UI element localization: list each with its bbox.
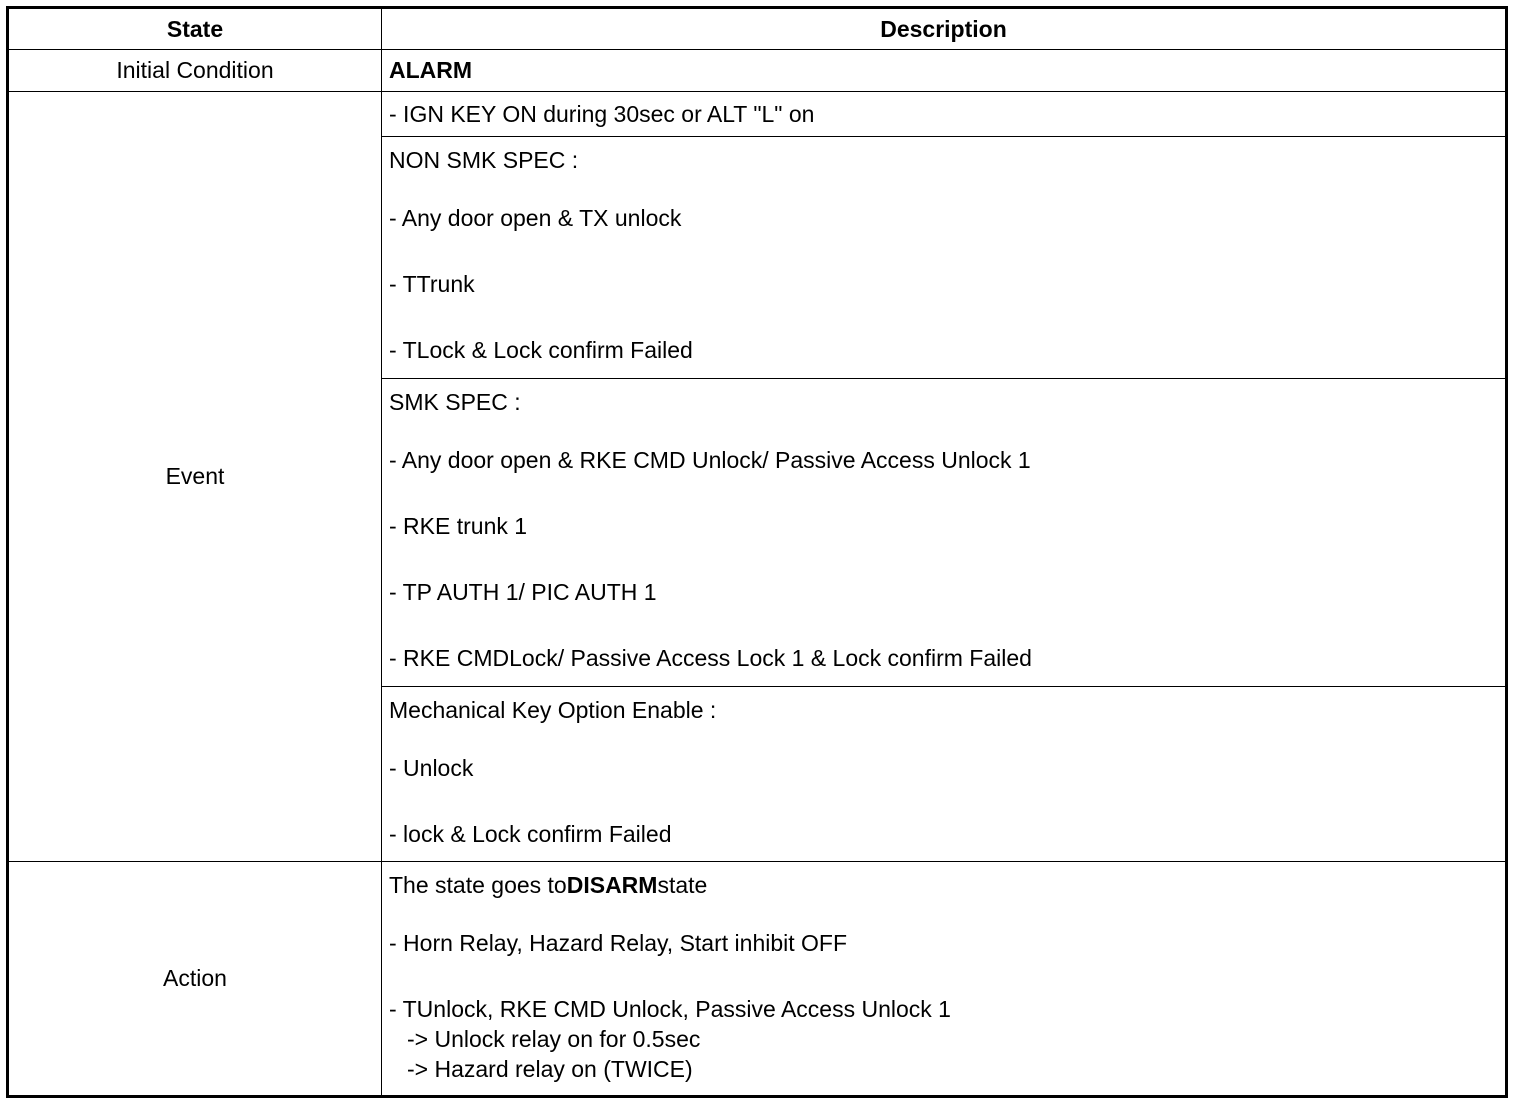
action-cell: [382, 862, 1507, 1097]
action-suffix: state: [657, 872, 708, 898]
action-title: [389, 872, 1505, 898]
smk-item: - RKE CMDLock/ Passive Access Lock 1 & Lock confirm Failed: [389, 645, 1032, 671]
non-smk-title: NON SMK SPEC :: [389, 147, 579, 173]
non-smk-item: - TLock & Lock confirm Failed: [389, 337, 693, 363]
non-smk-item: - Any door open & TX unlock: [389, 205, 682, 231]
smk-cell: [382, 379, 1507, 687]
action-sub-item: -> Hazard relay on (TWICE): [407, 1056, 693, 1082]
non-smk-item: - TTrunk: [389, 271, 475, 297]
action-row: [8, 862, 1507, 1097]
initial-condition-label: Initial Condition: [8, 50, 382, 92]
state-header: State: [8, 8, 382, 50]
initial-condition-row: [8, 50, 1507, 92]
smk-item: - RKE trunk 1: [389, 513, 528, 539]
action-item: - Horn Relay, Hazard Relay, Start inhibit OFF: [389, 930, 848, 956]
action-state-word: DISARM: [566, 872, 658, 898]
mech-title: Mechanical Key Option Enable :: [389, 697, 717, 723]
action-item: - TUnlock, RKE CMD Unlock, Passive Access Unlock 1: [389, 996, 951, 1022]
event-label: Event: [8, 92, 382, 862]
mech-item: - Unlock: [389, 755, 474, 781]
non-smk-cell: [382, 137, 1507, 379]
description-header: Description: [382, 8, 1507, 50]
mech-cell: [382, 687, 1507, 862]
action-label: Action: [8, 862, 382, 1097]
event-ign-line: - IGN KEY ON during 30sec or ALT "L" on: [382, 92, 1507, 137]
header-row: [8, 8, 1507, 50]
state-description-table: [6, 6, 1508, 1098]
action-sub-item: -> Unlock relay on for 0.5sec: [407, 1026, 701, 1052]
smk-title: SMK SPEC :: [389, 389, 521, 415]
mech-item: - lock & Lock confirm Failed: [389, 821, 672, 847]
action-prefix: The state goes to: [389, 872, 567, 898]
smk-item: - Any door open & RKE CMD Unlock/ Passive Access Unlock 1: [389, 447, 1031, 473]
initial-condition-value: ALARM: [382, 50, 1507, 92]
event-row-ign: [8, 92, 1507, 137]
smk-item: - TP AUTH 1/ PIC AUTH 1: [389, 579, 657, 605]
